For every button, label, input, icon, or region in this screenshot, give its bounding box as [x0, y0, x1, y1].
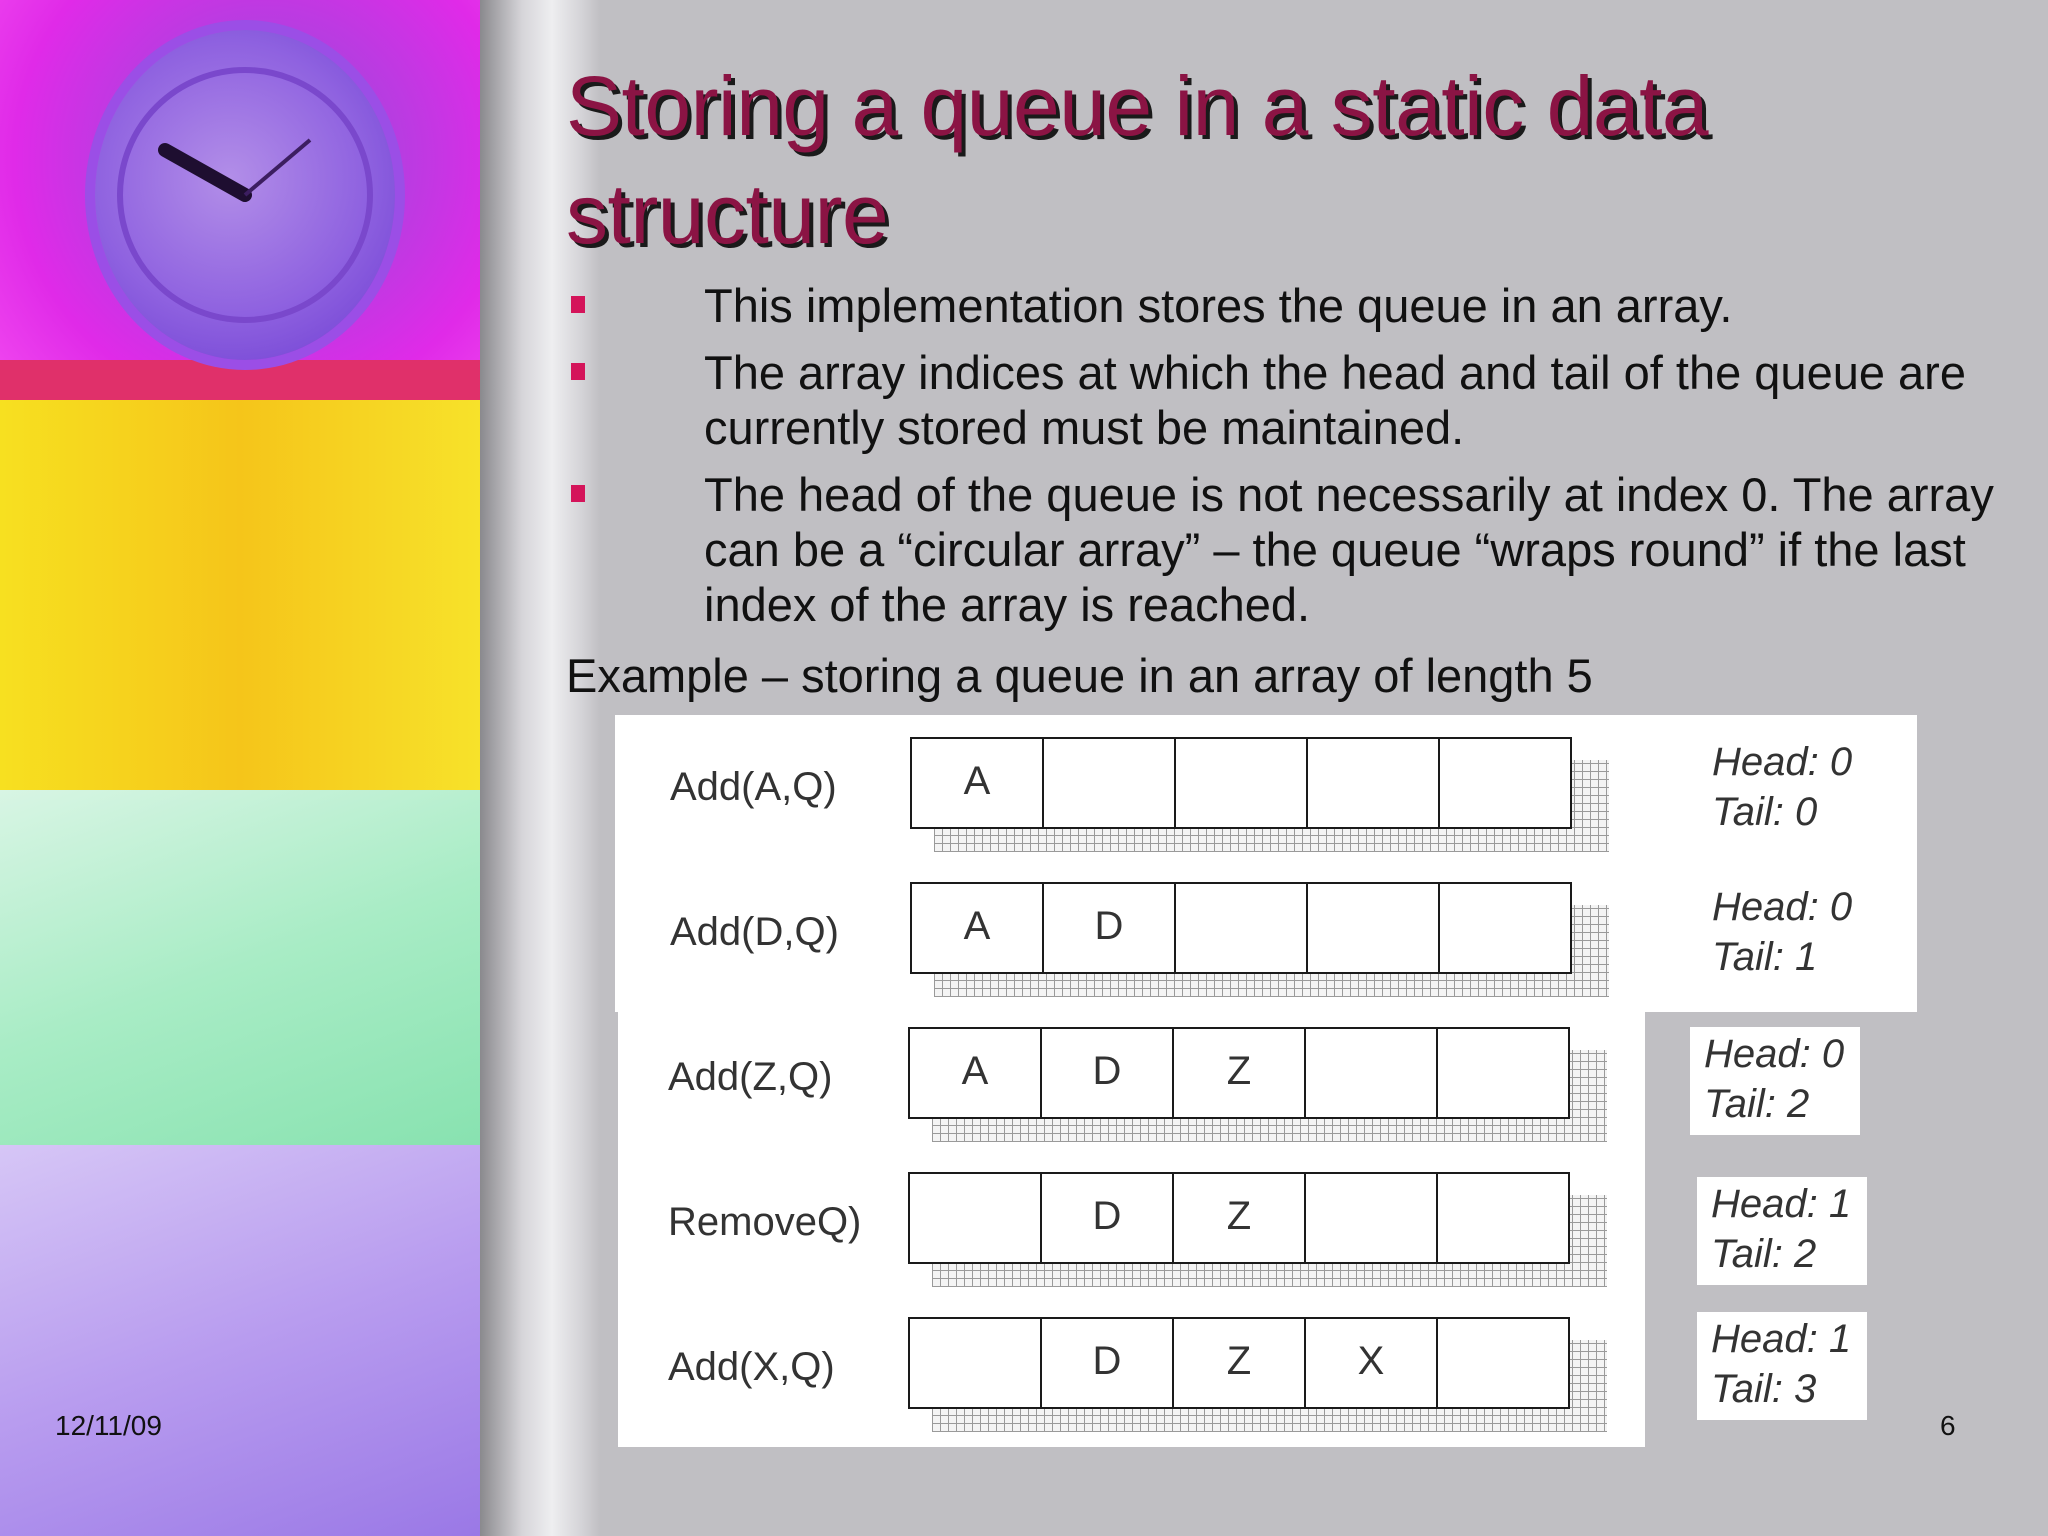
- bullet-square-icon: [571, 296, 585, 313]
- bullet-square-icon: [571, 485, 585, 502]
- array-cell: Z: [1172, 1317, 1306, 1409]
- array-cell: [1174, 882, 1308, 974]
- bullet-list: [566, 278, 2006, 644]
- array-row: [908, 1317, 1570, 1409]
- example-caption: Example – storing a queue in an array of length 5: [566, 649, 1593, 702]
- head-tail-box: [1712, 882, 1852, 982]
- array-row: [908, 1027, 1570, 1119]
- array-cell: [1306, 737, 1440, 829]
- array-cell: D: [1040, 1027, 1174, 1119]
- operation-label: RemoveQ): [668, 1200, 862, 1244]
- array-cell: [1306, 882, 1440, 974]
- head-value: Head: 1: [1711, 1182, 1852, 1226]
- bullet-text: The array indices at which the head and tail of the queue are currently stored must be maintained.: [704, 346, 1966, 454]
- yellow-clock-panel: [0, 400, 480, 790]
- array-cell: D: [1040, 1317, 1174, 1409]
- head-tail-box: [1697, 1312, 1867, 1420]
- head-value: Head: 0: [1704, 1032, 1845, 1076]
- head-tail-box: [1690, 1027, 1860, 1135]
- tail-value: Tail: 0: [1712, 790, 1818, 834]
- array-cell: X: [1304, 1317, 1438, 1409]
- array-cell: [908, 1172, 1042, 1264]
- slide-date: 12/11/09: [55, 1410, 162, 1441]
- array-cell: Z: [1172, 1172, 1306, 1264]
- array-cell: D: [1042, 882, 1176, 974]
- array-cell: A: [908, 1027, 1042, 1119]
- bullet-item: [566, 278, 2006, 333]
- array-row: [908, 1172, 1570, 1264]
- violet-papers-panel: [0, 1145, 480, 1536]
- array-cell: Z: [1172, 1027, 1306, 1119]
- bullet-square-icon: [571, 363, 585, 380]
- slide-title: Storing a queue in a static data structure: [566, 59, 1709, 261]
- operation-label: Add(D,Q): [670, 910, 839, 954]
- bullet-text: This implementation stores the queue in an array.: [704, 279, 1733, 332]
- decorative-photo-strip: [0, 0, 480, 1536]
- purple-clock-panel: [0, 0, 480, 400]
- array-cell: A: [910, 737, 1044, 829]
- bullet-item: [566, 345, 2006, 455]
- array-cell: [1436, 1027, 1570, 1119]
- array-cell: [1174, 737, 1308, 829]
- array-cell: [1438, 882, 1572, 974]
- array-cell: A: [910, 882, 1044, 974]
- head-value: Head: 1: [1711, 1317, 1852, 1361]
- bullet-item: [566, 467, 2006, 632]
- tail-value: Tail: 2: [1704, 1082, 1810, 1126]
- clock-purple-photo: [95, 30, 395, 360]
- tail-value: Tail: 1: [1712, 935, 1818, 979]
- head-value: Head: 0: [1712, 885, 1853, 929]
- array-cell: [1438, 737, 1572, 829]
- array-cell: D: [1040, 1172, 1174, 1264]
- array-cell: [1436, 1172, 1570, 1264]
- array-row: [910, 882, 1572, 974]
- queue-diagram: [612, 715, 1917, 1450]
- array-cell: [1436, 1317, 1570, 1409]
- array-cell: [908, 1317, 1042, 1409]
- array-row: [910, 737, 1572, 829]
- operation-label: Add(Z,Q): [668, 1055, 833, 1099]
- array-cell: [1304, 1172, 1438, 1264]
- green-papers-panel: [0, 790, 480, 1145]
- bullet-text: The head of the queue is not necessarily at index 0. The array can be a “circular array” – the queue “wraps round” if the last index of the array is reached.: [704, 468, 1994, 631]
- tail-value: Tail: 3: [1711, 1367, 1817, 1411]
- slide-number: 6: [1940, 1410, 1956, 1441]
- operation-label: Add(A,Q): [670, 765, 837, 809]
- head-tail-box: [1712, 737, 1852, 837]
- tail-value: Tail: 2: [1711, 1232, 1817, 1276]
- head-value: Head: 0: [1712, 740, 1853, 784]
- array-cell: [1042, 737, 1176, 829]
- operation-label: Add(X,Q): [668, 1345, 835, 1389]
- head-tail-box: [1697, 1177, 1867, 1285]
- array-cell: [1304, 1027, 1438, 1119]
